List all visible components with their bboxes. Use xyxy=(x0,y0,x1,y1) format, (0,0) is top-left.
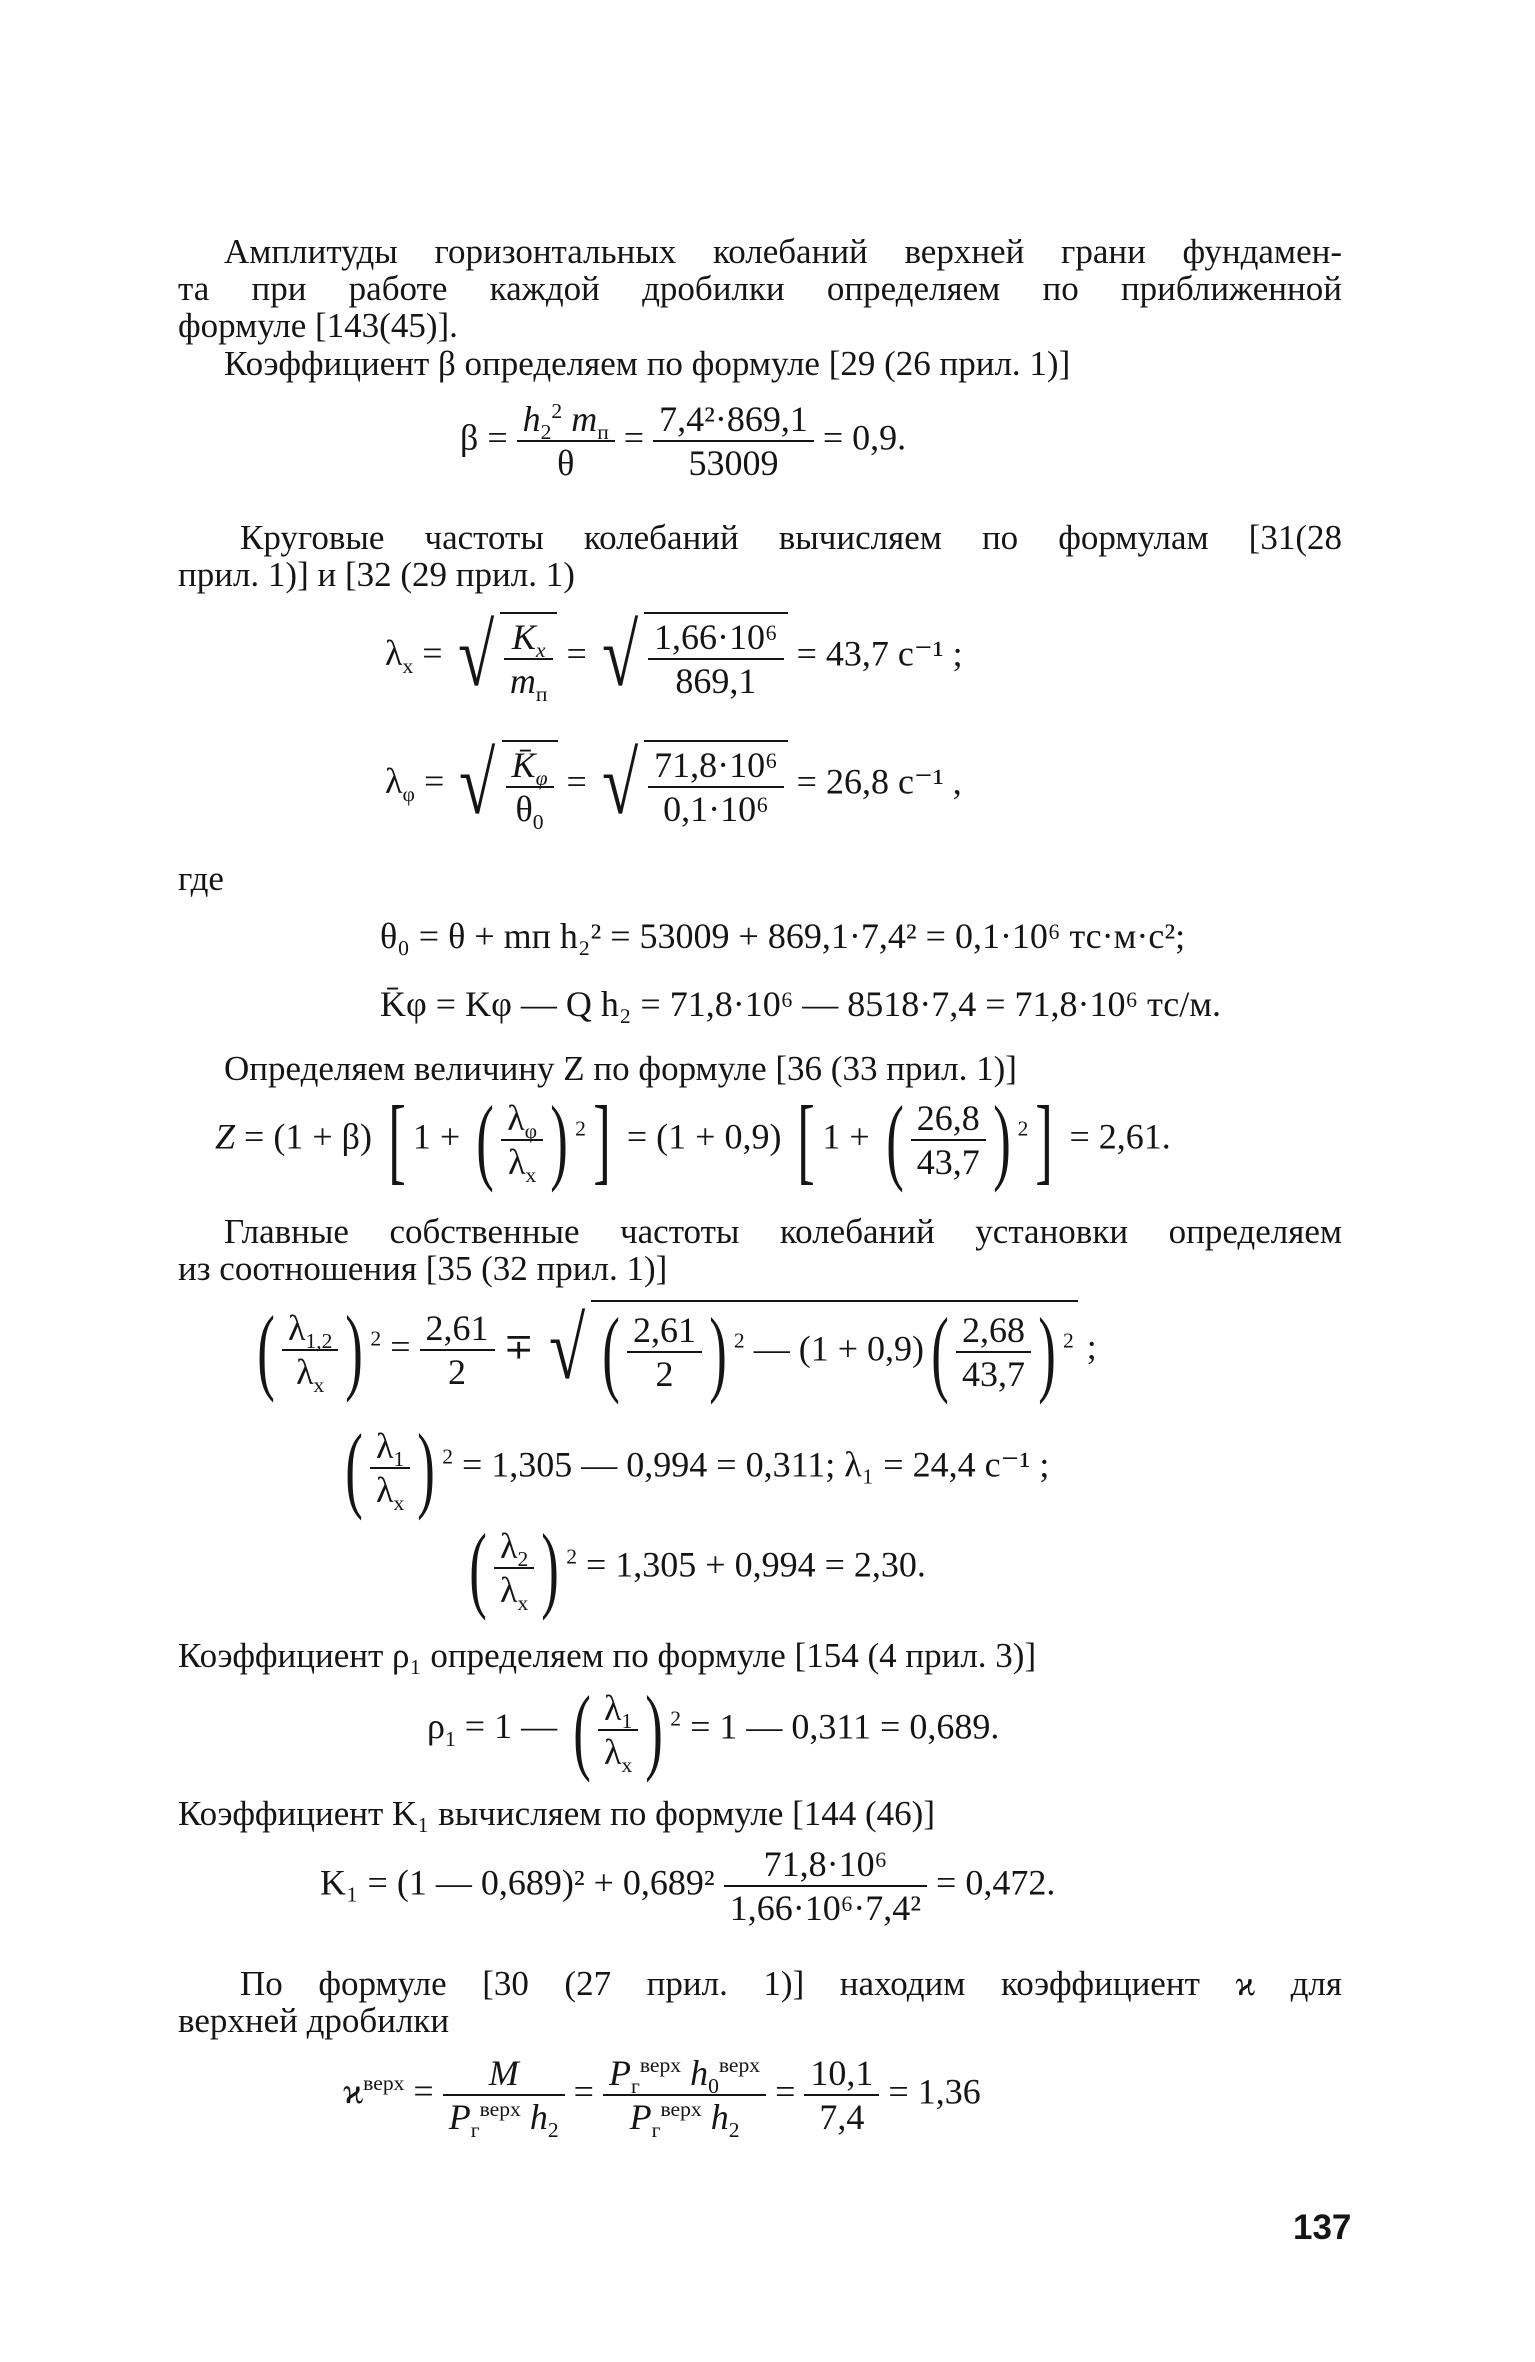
beta-result: = 0,9. xyxy=(822,417,907,458)
where-label: где xyxy=(178,859,224,898)
equation-lambda2: ( $\frac{\lambda_2}{\lambda_x}$ ) $^2$ = 1,305 + 0,994 = 2,30. xyxy=(469,1514,926,1621)
kappa-denominator: 7,4 xyxy=(819,2097,865,2137)
k1-numerator: 71,8·10⁶ xyxy=(724,1843,927,1887)
rho-line: = 1 — 0,311 = 0,689. xyxy=(690,1706,1000,1747)
equation-z: Z = (1 + β) [ 1 + ( $\frac{\lambda_\varphi}{\lambda_x}$ ) $^2$] = (1 + 0,9) [ 1 + ( $\frac{26,8}{43,7}$ ) $^2$] = 2,61. xyxy=(215,1086,1171,1193)
equation-theta0: θ₀ = θ + mп h₂² = 53009 + 869,1·7,4² = 0,1·10⁶ тс·м·с²; xyxy=(380,916,1186,956)
ratio-a: 2,61 xyxy=(420,1307,495,1351)
equation-lambda-x: $\lambda_x$ = √ $\frac{K_x}{m_п}$ = √ $\frac{\text{1,66·10⁶}}{869,1}$ = 43,7 с⁻¹ ; xyxy=(385,608,963,707)
beta-numerator: 7,4²·869,1 xyxy=(653,398,814,442)
z-result: = 2,61. xyxy=(1069,1116,1171,1157)
paragraph-line: Круговые частоты колебаний вычисляем по формулам [31(28 xyxy=(240,518,1342,557)
paragraph-line: из соотношения [35 (32 прил. 1)] xyxy=(178,1249,668,1288)
lambda-x-denominator: 869,1 xyxy=(675,661,757,701)
equation-k-phi: K̄φ = Kφ — Q h₂ = 71,8·10⁶ — 8518·7,4 = 71,8·10⁶ тс/м. xyxy=(380,984,1222,1024)
beta-denominator: 53009 xyxy=(688,443,779,483)
lambda-phi-result: = 26,8 с⁻¹ , xyxy=(796,761,962,802)
lambda2-line: = 1,305 + 0,994 = 2,30. xyxy=(586,1544,926,1585)
page-number: 137 xyxy=(1293,2208,1352,2247)
equation-beta: β = $\frac{h_2^2 m_п}{\theta}$ = $\frac{\text{7,4²·869,1}}{53009}$ = 0,9. xyxy=(460,399,907,483)
equation-kappa: $ϰ^{верх}$ = $\frac{M}{P_г^{верх} h_2}$ = $\frac{P_г^{верх} h_0^{верх}}{P_г^{верх} h_2}$ = $\frac{10,1}{7,4}$ = 1,36 xyxy=(343,2053,981,2143)
equation-k1 xyxy=(320,1843,1055,1929)
kappa-numerator: 10,1 xyxy=(804,2052,879,2096)
paragraph-line: Коэффициент β определяем по формуле [29 (26 прил. 1)] xyxy=(224,344,1071,383)
k1-result: = 0,472. xyxy=(936,1862,1056,1903)
k1-left: K₁ = (1 — 0,689)² + 0,689² xyxy=(320,1862,715,1903)
k1-denominator: 1,66·10⁶·7,4² xyxy=(729,1888,922,1928)
paragraph-line: формуле [143(45)]. xyxy=(178,306,458,345)
paragraph-line: прил. 1)] и [32 (29 прил. 1) xyxy=(178,555,575,594)
paragraph-line: Главные собственные частоты колебаний установки определяем xyxy=(224,1212,1342,1251)
paragraph-line: По формуле [30 (27 прил. 1)] находим коэффициент ϰ для xyxy=(240,1964,1342,2003)
equation-lambda12: ( $\frac{\lambda_{1,2}}{\lambda_x}$ ) $^2$ = $\frac{2,61}{2}$ ∓ √ ( $\frac{2,61}{2}$ ) $^2$ — (1 + 0,9)( $\frac{2,68}{43,7}$ ) $^2$ ; xyxy=(257,1296,1097,1405)
paragraph-line: Амплитуды горизонтальных колебаний верхней грани фундамен- xyxy=(224,232,1342,271)
paragraph-line: верхней дробилки xyxy=(178,2001,450,2040)
lambda-x-result: = 43,7 с⁻¹ ; xyxy=(796,633,963,674)
paragraph-line: Коэффициент K₁ вычисляем по формуле [144 (46)] xyxy=(178,1794,935,1833)
ratio-b: 2,68 xyxy=(956,1309,1031,1353)
kappa-result: = 1,36 xyxy=(888,2071,981,2112)
equation-lambda1: ( $\frac{\lambda_1}{\lambda_x}$ ) $^2$ = 1,305 — 0,994 = 0,311; λ₁ = 24,4 с⁻¹ ; xyxy=(345,1414,1050,1521)
lambda-phi-numerator: 71,8·10⁶ xyxy=(648,744,784,788)
paragraph-line: Определяем величину Z по формуле [36 (33 прил. 1)] xyxy=(224,1049,1017,1088)
equation-lambda-phi: $\lambda_\varphi$ = √ $\frac{K̄_\varphi}{\theta_0}$ = √ $\frac{\text{71,8·10⁶}}{\text{0,1·10⁶}}$ = 26,8 с⁻¹ , xyxy=(385,736,962,835)
lambda-phi-denominator: 0,1·10⁶ xyxy=(663,789,769,829)
lambda1-line: = 1,305 — 0,994 = 0,311; λ₁ = 24,4 с⁻¹ ; xyxy=(462,1444,1050,1485)
ratio-c: 43,7 xyxy=(961,1354,1025,1394)
lambda-x-numerator: 1,66·10⁶ xyxy=(648,616,784,660)
equation-rho1: $\rho_1 = 1$ — ( $\frac{\lambda_1}{\lambda_x}$ ) $^2$ = 1 — 0,311 = 0,689. xyxy=(427,1676,1000,1783)
paragraph-line: Коэффициент ρ₁ определяем по формуле [154 (4 прил. 3)] xyxy=(178,1636,1037,1675)
paragraph-line: та при работе каждой дробилки определяем по приближенной xyxy=(178,269,1342,308)
